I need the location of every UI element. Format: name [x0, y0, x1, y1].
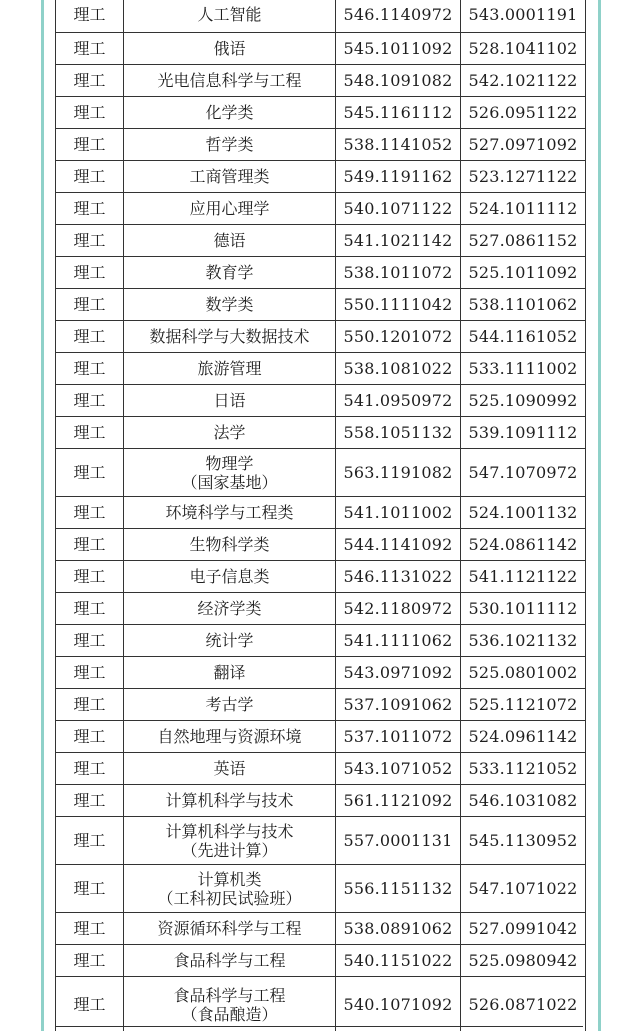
category-cell: 理工 — [56, 33, 124, 65]
score-cell-1: 538.1081022 — [336, 353, 461, 385]
table-bottom-border — [55, 1026, 583, 1027]
score-cell-2: 524.0861142 — [461, 529, 586, 561]
major-name-line: 资源循环科学与工程 — [157, 919, 302, 938]
category-cell: 理工 — [56, 97, 124, 129]
score-cell-2: 546.1031082 — [461, 785, 586, 817]
category-cell: 理工 — [56, 65, 124, 97]
category-cell: 理工 — [56, 785, 124, 817]
major-name-line: 自然地理与资源环境 — [157, 727, 302, 746]
score-cell-1: 543.0971092 — [336, 657, 461, 689]
major-name-line: 俄语 — [213, 39, 246, 58]
category-cell: 理工 — [56, 817, 124, 865]
score-cell-2: 528.1041102 — [461, 33, 586, 65]
major-name-line: 应用心理学 — [189, 199, 270, 218]
score-cell-1: 541.0950972 — [336, 385, 461, 417]
table-body — [56, 0, 586, 1031]
score-cell-2: 524.0961142 — [461, 721, 586, 753]
table-row — [56, 865, 586, 913]
major-name-line: 生物科学类 — [189, 535, 270, 554]
category-cell: 理工 — [56, 225, 124, 257]
table-row — [56, 657, 586, 689]
score-cell-2: 524.1011112 — [461, 193, 586, 225]
score-cell-1: 538.0891062 — [336, 913, 461, 945]
major-name-line: （工科初民试验班） — [157, 888, 302, 908]
major-name-line: 计算机科学与技术 — [165, 821, 294, 841]
score-cell-1: 541.1011002 — [336, 497, 461, 529]
major-name-line: 光电信息科学与工程 — [157, 71, 302, 90]
major-cell — [124, 913, 336, 945]
table-row — [56, 385, 586, 417]
score-cell-2: 525.1121072 — [461, 689, 586, 721]
table-row — [56, 593, 586, 625]
major-name-line: 工商管理类 — [189, 167, 270, 186]
major-cell — [124, 785, 336, 817]
category-cell: 理工 — [56, 161, 124, 193]
major-cell — [124, 593, 336, 625]
category-cell: 理工 — [56, 625, 124, 657]
category-cell: 理工 — [56, 689, 124, 721]
table-row — [56, 289, 586, 321]
score-cell-1: 541.1021142 — [336, 225, 461, 257]
score-cell-1: 545.1161112 — [336, 97, 461, 129]
major-cell — [124, 689, 336, 721]
table-row — [56, 721, 586, 753]
score-cell-2: 533.1121052 — [461, 753, 586, 785]
table-row — [56, 497, 586, 529]
score-cell-1: 540.1071122 — [336, 193, 461, 225]
score-cell-1: 545.1011092 — [336, 33, 461, 65]
major-cell — [124, 0, 336, 33]
major-cell — [124, 225, 336, 257]
score-cell-2: 543.0001191 — [461, 0, 586, 33]
category-cell: 理工 — [56, 129, 124, 161]
major-name-line: 德语 — [213, 231, 246, 250]
major-cell — [124, 353, 336, 385]
major-name-line: 日语 — [213, 391, 246, 410]
score-cell-1: 546.1140972 — [336, 0, 461, 33]
major-name-line: 物理学 — [205, 453, 254, 473]
table-row — [56, 129, 586, 161]
major-cell — [124, 625, 336, 657]
score-cell-2: 525.0801002 — [461, 657, 586, 689]
major-name-line: 食品科学与工程 — [173, 985, 286, 1005]
table-row — [56, 913, 586, 945]
major-name-line: 环境科学与工程类 — [165, 503, 294, 522]
major-cell — [124, 753, 336, 785]
score-cell-2: 541.1121122 — [461, 561, 586, 593]
score-cell-1: 549.1191162 — [336, 161, 461, 193]
major-cell — [124, 945, 336, 977]
category-cell: 理工 — [56, 321, 124, 353]
major-cell — [124, 529, 336, 561]
table-row — [56, 977, 586, 1031]
score-cell-2: 525.1090992 — [461, 385, 586, 417]
table-row — [56, 689, 586, 721]
score-cell-1: 557.0001131 — [336, 817, 461, 865]
category-cell: 理工 — [56, 657, 124, 689]
category-cell: 理工 — [56, 753, 124, 785]
category-cell: 理工 — [56, 977, 124, 1031]
major-cell — [124, 385, 336, 417]
score-cell-2: 545.1130952 — [461, 817, 586, 865]
major-cell — [124, 33, 336, 65]
major-name-line: 电子信息类 — [189, 567, 270, 586]
category-cell: 理工 — [56, 529, 124, 561]
score-cell-1: 541.1111062 — [336, 625, 461, 657]
table-row — [56, 945, 586, 977]
major-cell — [124, 561, 336, 593]
score-cell-1: 548.1091082 — [336, 65, 461, 97]
major-name-line: 数学类 — [205, 295, 254, 314]
major-cell — [124, 977, 336, 1031]
score-cell-1: 544.1141092 — [336, 529, 461, 561]
score-cell-2: 547.1071022 — [461, 865, 586, 913]
score-cell-1: 561.1121092 — [336, 785, 461, 817]
category-cell: 理工 — [56, 353, 124, 385]
major-cell — [124, 193, 336, 225]
category-cell: 理工 — [56, 561, 124, 593]
table-row — [56, 561, 586, 593]
major-cell — [124, 289, 336, 321]
table-row — [56, 625, 586, 657]
category-cell: 理工 — [56, 0, 124, 33]
major-cell — [124, 257, 336, 289]
score-cell-2: 527.0991042 — [461, 913, 586, 945]
major-name-line: 统计学 — [205, 631, 254, 650]
major-name-line: 哲学类 — [205, 135, 254, 154]
admission-score-table — [55, 0, 586, 1031]
major-name-line: 英语 — [213, 759, 246, 778]
score-cell-2: 536.1021132 — [461, 625, 586, 657]
score-cell-2: 525.1011092 — [461, 257, 586, 289]
score-cell-1: 563.1191082 — [336, 449, 461, 497]
category-cell: 理工 — [56, 945, 124, 977]
score-cell-2: 544.1161052 — [461, 321, 586, 353]
category-cell: 理工 — [56, 913, 124, 945]
major-name-line: 食品科学与工程 — [173, 951, 286, 970]
major-name-line: 考古学 — [205, 695, 254, 714]
score-cell-1: 538.1141052 — [336, 129, 461, 161]
table-row — [56, 97, 586, 129]
table-row — [56, 449, 586, 497]
score-cell-1: 550.1111042 — [336, 289, 461, 321]
major-name-line: 旅游管理 — [197, 359, 262, 378]
major-cell — [124, 65, 336, 97]
score-cell-1: 550.1201072 — [336, 321, 461, 353]
major-cell — [124, 497, 336, 529]
score-cell-1: 542.1180972 — [336, 593, 461, 625]
right-frame-line — [598, 0, 601, 1031]
major-name-line: （国家基地） — [181, 472, 278, 492]
score-cell-2: 524.1001132 — [461, 497, 586, 529]
table-row — [56, 0, 586, 33]
table-row — [56, 417, 586, 449]
table-row — [56, 753, 586, 785]
major-cell — [124, 161, 336, 193]
score-cell-2: 525.0980942 — [461, 945, 586, 977]
table-row — [56, 321, 586, 353]
category-cell: 理工 — [56, 593, 124, 625]
major-name-line: 计算机科学与技术 — [165, 791, 294, 810]
score-cell-2: 530.1011112 — [461, 593, 586, 625]
table-row — [56, 225, 586, 257]
table-row — [56, 65, 586, 97]
category-cell: 理工 — [56, 193, 124, 225]
score-cell-2: 526.0951122 — [461, 97, 586, 129]
major-cell — [124, 865, 336, 913]
category-cell: 理工 — [56, 289, 124, 321]
score-cell-1: 543.1071052 — [336, 753, 461, 785]
category-cell: 理工 — [56, 257, 124, 289]
major-name-line: 教育学 — [205, 263, 254, 282]
major-name-line: 计算机类 — [197, 869, 262, 889]
major-cell — [124, 417, 336, 449]
score-cell-2: 523.1271122 — [461, 161, 586, 193]
major-name-line: 法学 — [213, 423, 246, 442]
score-cell-2: 526.0871022 — [461, 977, 586, 1031]
category-cell: 理工 — [56, 721, 124, 753]
category-cell: 理工 — [56, 497, 124, 529]
category-cell: 理工 — [56, 385, 124, 417]
score-cell-1: 558.1051132 — [336, 417, 461, 449]
score-cell-2: 542.1021122 — [461, 65, 586, 97]
score-cell-1: 540.1071092 — [336, 977, 461, 1031]
table-row — [56, 529, 586, 561]
score-cell-1: 556.1151132 — [336, 865, 461, 913]
major-cell — [124, 449, 336, 497]
score-cell-1: 546.1131022 — [336, 561, 461, 593]
major-cell — [124, 321, 336, 353]
major-name-line: 化学类 — [205, 103, 254, 122]
score-cell-2: 547.1070972 — [461, 449, 586, 497]
major-cell — [124, 97, 336, 129]
major-name-line: 经济学类 — [197, 599, 262, 618]
major-cell — [124, 129, 336, 161]
table-row — [56, 817, 586, 865]
score-cell-2: 533.1111002 — [461, 353, 586, 385]
score-cell-2: 527.0861152 — [461, 225, 586, 257]
major-name-line: 翻译 — [213, 663, 246, 682]
table-row — [56, 33, 586, 65]
score-cell-1: 540.1151022 — [336, 945, 461, 977]
table-row — [56, 353, 586, 385]
category-cell: 理工 — [56, 865, 124, 913]
table-row — [56, 161, 586, 193]
table-row — [56, 257, 586, 289]
category-cell: 理工 — [56, 417, 124, 449]
score-cell-1: 538.1011072 — [336, 257, 461, 289]
major-name-line: （食品酿造） — [181, 1004, 278, 1024]
major-name-line: （先进计算） — [181, 840, 278, 860]
table-row — [56, 193, 586, 225]
score-cell-1: 537.1011072 — [336, 721, 461, 753]
major-cell — [124, 721, 336, 753]
major-name-line: 人工智能 — [197, 5, 262, 24]
score-cell-2: 538.1101062 — [461, 289, 586, 321]
score-cell-2: 527.0971092 — [461, 129, 586, 161]
left-frame-line — [41, 0, 44, 1031]
score-cell-1: 537.1091062 — [336, 689, 461, 721]
major-name-line: 数据科学与大数据技术 — [149, 327, 310, 346]
major-cell — [124, 817, 336, 865]
score-cell-2: 539.1091112 — [461, 417, 586, 449]
table-row — [56, 785, 586, 817]
category-cell: 理工 — [56, 449, 124, 497]
major-cell — [124, 657, 336, 689]
